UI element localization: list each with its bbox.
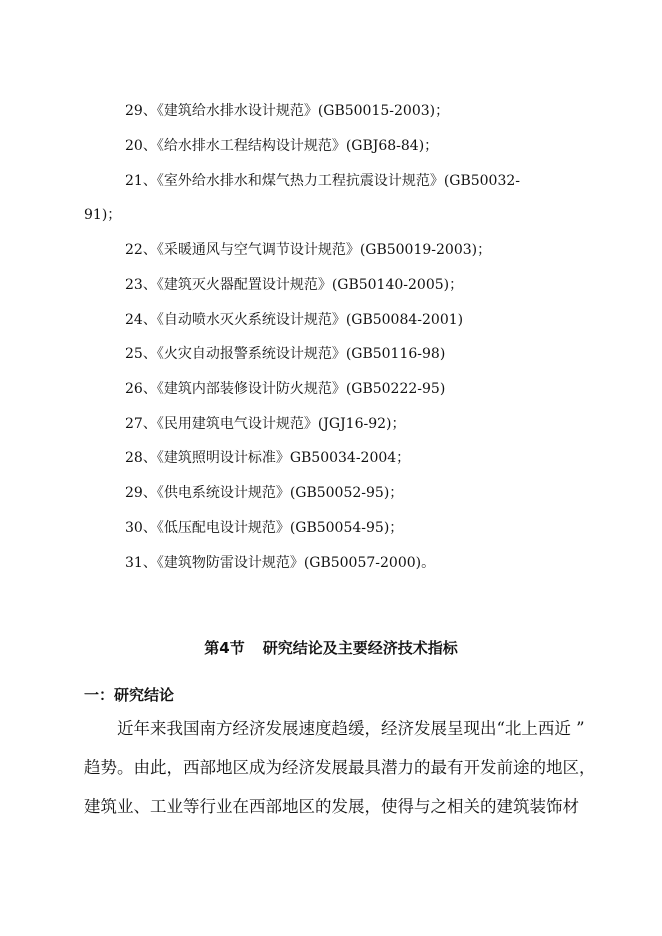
reference-item: 23、《建筑灭火器配置设计规范》(GB50140-2005)； bbox=[125, 277, 464, 293]
section-number: 第4节 bbox=[204, 639, 245, 657]
reference-item-continuation: 91)； bbox=[84, 207, 122, 223]
reference-item: 22、《采暖通风与空气调节设计规范》(GB50019-2003)； bbox=[125, 242, 492, 258]
paragraph-line: 建筑业、工业等行业在西部地区的发展，使得与之相关的建筑装饰材 bbox=[84, 797, 579, 816]
reference-item: 27、《民用建筑电气设计规范》(JGJ16-92)； bbox=[125, 416, 406, 432]
reference-item: 20、《给水排水工程结构设计规范》(GBJ68-84)； bbox=[125, 138, 439, 154]
reference-item: 26、《建筑内部装修设计防火规范》(GB50222-95) bbox=[125, 381, 446, 397]
reference-item: 29、《建筑给水排水设计规范》(GB50015-2003)； bbox=[125, 103, 450, 119]
reference-item: 21、《室外给水排水和煤气热力工程抗震设计规范》(GB50032- bbox=[125, 173, 521, 189]
paragraph-line: 近年来我国南方经济发展速度趋缓，经济发展呈现出“北上西近 ” bbox=[117, 719, 585, 738]
reference-item: 25、《火灾自动报警系统设计规范》(GB50116-98) bbox=[125, 346, 446, 362]
section-heading bbox=[0, 637, 662, 659]
reference-item: 30、《低压配电设计规范》(GB50054-95)； bbox=[125, 520, 404, 536]
reference-item: 28、《建筑照明设计标准》GB50034-2004； bbox=[125, 450, 411, 466]
reference-item: 24、《自动喷水灭火系统设计规范》(GB50084-2001) bbox=[125, 312, 464, 328]
subsection-title: 一：研究结论 bbox=[84, 686, 175, 704]
reference-item: 29、《供电系统设计规范》(GB50052-95)； bbox=[125, 485, 404, 501]
paragraph-line: 趋势。由此，西部地区成为经济发展最具潜力的最有开发前途的地区， bbox=[84, 758, 596, 777]
section-title: 研究结论及主要经济技术指标 bbox=[262, 639, 458, 657]
reference-item: 31、《建筑物防雷设计规范》(GB50057-2000)。 bbox=[125, 555, 436, 571]
